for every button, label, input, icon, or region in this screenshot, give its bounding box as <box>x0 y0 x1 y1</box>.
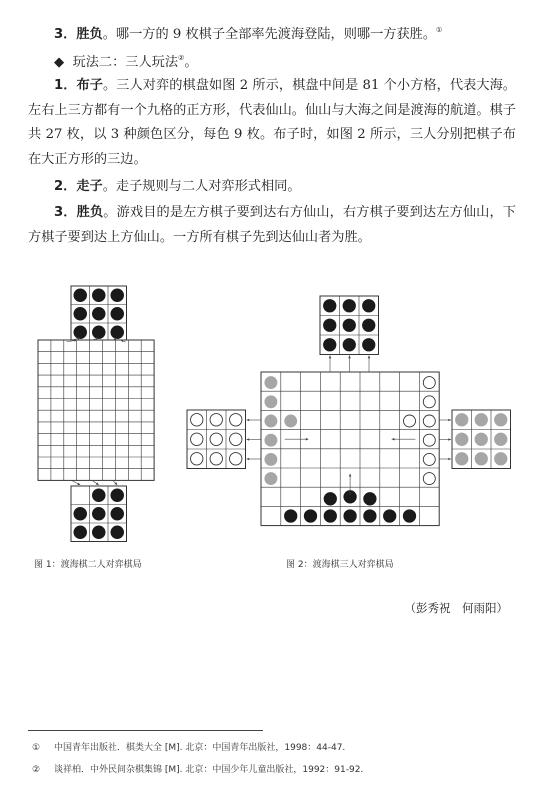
black-piece <box>74 507 87 520</box>
black-piece <box>111 507 124 520</box>
black-piece <box>111 526 124 539</box>
footnote-ref: ② <box>178 54 185 62</box>
black-piece <box>111 289 124 302</box>
white-piece <box>423 434 435 446</box>
white-piece <box>423 473 435 485</box>
footnote-mark: ② <box>32 765 41 775</box>
black-piece <box>324 339 336 351</box>
diamond-bullet-icon: ◆ <box>54 55 65 70</box>
gray-piece <box>495 433 507 445</box>
black-piece <box>111 326 124 339</box>
black-piece <box>111 489 124 502</box>
paragraph-rule1 <box>28 74 516 172</box>
gray-piece <box>495 453 507 465</box>
gray-piece <box>265 453 277 465</box>
gray-piece <box>456 414 468 426</box>
rule-text: 。游戏目的是左方棋子要到达右方仙山，右方棋子要到达左方仙山，下方棋子要到达上方仙山。一方所有棋子先到达仙山者为胜。 <box>28 205 516 245</box>
authors: （彭秀祝 何雨阳） <box>404 601 508 615</box>
black-piece <box>363 319 375 331</box>
white-piece <box>191 453 203 465</box>
footnote-ref: ① <box>436 26 443 34</box>
black-piece <box>92 289 105 302</box>
gray-piece <box>495 414 507 426</box>
black-piece <box>74 307 87 320</box>
black-piece <box>324 300 336 312</box>
black-piece <box>363 300 375 312</box>
figure-1-two-player-board <box>30 280 170 555</box>
black-piece <box>384 510 396 522</box>
black-piece <box>74 289 87 302</box>
gray-piece <box>475 433 487 445</box>
white-piece <box>404 415 416 427</box>
arrowhead-icon <box>448 458 451 461</box>
white-piece <box>230 453 242 465</box>
black-piece <box>111 307 124 320</box>
rule-heading: 3．胜负 <box>54 205 104 220</box>
gray-piece <box>265 434 277 446</box>
gray-piece <box>265 415 277 427</box>
gray-piece <box>285 415 297 427</box>
white-piece <box>210 453 222 465</box>
rule-text: 。哪一方的 9 枚棋子全部率先渡海登陆，则哪一方获胜。 <box>102 27 437 42</box>
gray-piece <box>265 377 277 389</box>
method-title-end: 。 <box>184 55 198 70</box>
white-piece <box>210 414 222 426</box>
rule-heading: 2．走子 <box>54 179 103 194</box>
rule-heading: 1．布子 <box>54 78 103 93</box>
method-heading <box>28 46 516 76</box>
black-piece <box>92 307 105 320</box>
black-piece <box>403 510 415 522</box>
footnote-2 <box>32 762 363 775</box>
arrowhead-icon <box>368 356 371 359</box>
black-piece <box>343 319 355 331</box>
rule-text: 。三人对弈的棋盘如图 2 所示，棋盘中间是 81 个小方格，代表大海。左右上三方都有一个九格的正方形，代表仙山。仙山与大海之间是渡海的航道。棋子共 27 枚，以 3 种颜色区分，每色 9 枚。布子时，如图 2 所示，三人分别把棋子布在大正方形的三边。 <box>28 78 516 167</box>
white-piece <box>423 377 435 389</box>
black-piece <box>343 300 355 312</box>
black-piece <box>92 507 105 520</box>
black-piece <box>74 326 87 339</box>
footnote-text: 谈祥柏．中外民间杂棋集锦 [M]. 北京：中国少年儿童出版社，1992：91-92. <box>54 765 364 775</box>
black-piece <box>343 339 355 351</box>
rule-text: 。走子规则与二人对弈形式相同。 <box>102 179 301 194</box>
arrowhead-icon <box>96 482 99 485</box>
black-piece <box>363 339 375 351</box>
black-piece <box>364 510 376 522</box>
arrowhead-icon <box>348 356 351 359</box>
gray-piece <box>265 473 277 485</box>
black-piece <box>92 526 105 539</box>
white-piece <box>423 415 435 427</box>
figure-1-caption: 图 1：渡海棋二人对弈棋局 <box>34 560 142 570</box>
arrowhead-icon <box>247 438 250 441</box>
footnote-text: 中国青年出版社．棋类大全 [M]. 北京：中国青年出版社，1998：44-47. <box>54 743 346 753</box>
white-piece <box>191 433 203 445</box>
black-piece <box>92 489 105 502</box>
white-piece <box>191 414 203 426</box>
black-piece <box>324 493 336 505</box>
figure-2-three-player-board <box>180 292 520 547</box>
black-piece <box>285 510 297 522</box>
arrowhead-icon <box>448 419 451 422</box>
paragraph-rule3 <box>28 201 516 250</box>
footnote-mark: ① <box>32 743 41 753</box>
black-piece <box>364 493 376 505</box>
black-piece <box>92 326 105 339</box>
black-piece <box>344 510 356 522</box>
figure-2-caption: 图 2：渡海棋三人对弈棋局 <box>286 560 394 570</box>
gray-piece <box>456 433 468 445</box>
white-piece <box>423 396 435 408</box>
white-piece <box>230 414 242 426</box>
black-piece <box>304 510 316 522</box>
method-title: 玩法二：三人玩法 <box>72 55 179 70</box>
white-piece <box>210 433 222 445</box>
footnote-1 <box>32 740 345 753</box>
white-piece <box>423 453 435 465</box>
black-piece <box>324 510 336 522</box>
gray-piece <box>265 396 277 408</box>
black-piece <box>324 319 336 331</box>
arrowhead-icon <box>247 458 250 461</box>
gray-piece <box>475 414 487 426</box>
paragraph-rule3-two-player <box>28 18 516 48</box>
paragraph-rule2 <box>28 175 516 200</box>
arrowhead-icon <box>247 419 250 422</box>
footnote-divider <box>28 730 263 731</box>
black-piece <box>74 526 87 539</box>
arrowhead-icon <box>448 438 451 441</box>
rule-heading: 3．胜负 <box>54 27 103 42</box>
gray-piece <box>456 453 468 465</box>
arrowhead-icon <box>329 356 332 359</box>
white-piece <box>230 433 242 445</box>
gray-piece <box>475 453 487 465</box>
